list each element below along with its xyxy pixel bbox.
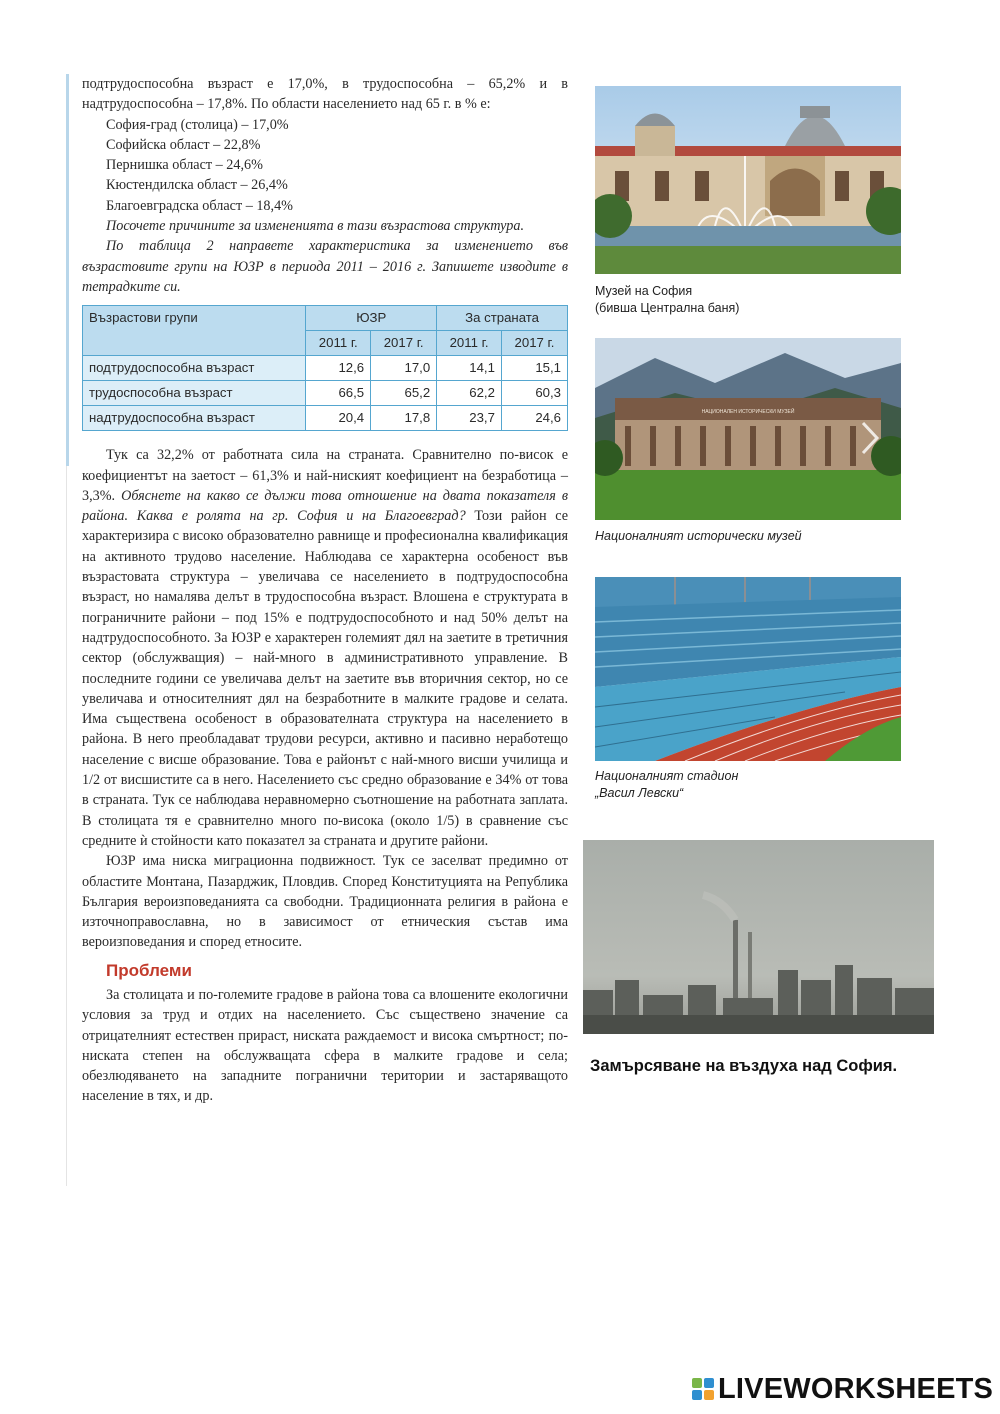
region-item: София-град (столица) – 17,0% [106, 116, 289, 133]
main-text-column [82, 74, 568, 1107]
photo-sofia-museum [595, 86, 901, 274]
body-paragraph-migration: ЮЗР има ниска миграционна подвижност. Тук се заселват предимно от областите Монтана, Пазарджик, Пловдив. Според Конституцията на Република България вероизповеданията са свободни. Традиционната религия в района е източноправославна, но в зависимост от етническия състав има вероизповедания и според етносите. [82, 853, 568, 951]
photo-sofia-pollution [583, 840, 934, 1034]
margin-rule [66, 466, 67, 1186]
table-row [83, 356, 568, 381]
table-row [83, 381, 568, 406]
table-cell: 65,2 [371, 381, 437, 406]
table-year: 2011 г. [306, 331, 371, 356]
body-text: Тук са 32,2% от работната сила на страната. Сравнително по-висок е коефициентът на заетост – 61,3% и най-ниският коефициент на безработица – 3,3%. [82, 447, 568, 504]
caption-line: (бивша Централна баня) [595, 301, 740, 315]
table-cell: 66,5 [306, 381, 371, 406]
body-paragraph-problems: За столицата и по-големите градове в района това са влошените екологични условия за труд и отдих на населението. Със съществено значение са отрицателният естествен прираст, ниската раждаемост и висока смъртност; по-ниската степен на обслужващата сфера в малките градове и села; обезлюдяването на западните погранични територии и застаряващото население в тях, и др. [82, 986, 568, 1105]
table-cell: 23,7 [437, 406, 502, 431]
section-title-problems: Проблеми [106, 960, 192, 980]
table-header-groups: Възрастови групи [83, 306, 306, 356]
table-header-country: За страната [437, 306, 568, 331]
photo-national-stadium [595, 577, 901, 761]
intro-paragraph: подтрудоспособна възраст е 17,0%, в трудоспособна – 65,2% и в надтрудоспособна – 17,8%. По области населението над 65 г. в % е: [82, 76, 568, 113]
body-question: Обяснете на какво се дължи това отношение на двата показателя в района. Каква е ролята на гр. София и на Благоевград? [82, 487, 568, 525]
caption-line: Националният стадион [595, 769, 739, 783]
table-cell: 15,1 [501, 356, 567, 381]
liveworksheets-logo-text: LIVEWORKSHEETS [718, 1372, 994, 1405]
table-year: 2017 г. [371, 331, 437, 356]
table-cell: 14,1 [437, 356, 502, 381]
region-item: Кюстендилска област – 26,4% [106, 177, 288, 194]
table-cell: 17,0 [371, 356, 437, 381]
body-text: Този район се характеризира с високо образователно равнище и професионална квалификация на активното трудово население. Наблюдава се характерна особеност във възрастовата структура – увеличава се населението в подтрудоспособна възраст, но намалява делът в трудоспособна възраст. Влошена е структурата в пограничните райони – под 15% е подтрудоспособното и над 50% делът на надтрудоспособното. За ЮЗР е характерен големият дял на заетите в третичния сектор (обслужващия) – най-много в административното управление. В последните години се увеличава делът на заетите във вторичния сектор, но се увеличава и относителният дял на безработните в малките градове и селата. Има съществена особеност в образователната структура на населението в района. В него преобладават трудови ресурси, активно и пасивно неработещо население с висше образование. Това е районът с най-много висши училища и 1/2 от висшистите са в него. Населението със средно образование е 34% от това в страната. Тук се наблюдава неравномерно съотношение на работната заплата. В столицата тя е сравнително много по-висока (около 1/5) в сравнение със средните ѝ стойности като показател за страната и другите райони. [82, 508, 569, 849]
table-cell: 62,2 [437, 381, 502, 406]
row-label: подтрудоспособна възраст [83, 356, 306, 381]
caption-line: Музей на София [595, 284, 693, 298]
liveworksheets-logo-icon [692, 1378, 714, 1400]
caption-history-museum: Националният исторически музей [595, 529, 802, 543]
table-cell: 12,6 [306, 356, 371, 381]
task-table-question: По таблица 2 направете характеристика за изменението във възрастовите групи на ЮЗР в периода 2011 – 2016 г. Запишете изводите в тетрадките си. [82, 238, 568, 295]
caption-pollution: Замърсяване на въздуха над София. [590, 1057, 898, 1075]
liveworksheets-logo [692, 1372, 993, 1406]
task-question: Посочете причините за измененията в тази възрастова структура. [106, 218, 524, 235]
row-label: надтрудоспособна възраст [83, 406, 306, 431]
row-label: трудоспособна възраст [83, 381, 306, 406]
table-row [83, 406, 568, 431]
age-groups-table [82, 305, 568, 431]
table-cell: 20,4 [306, 406, 371, 431]
table-cell: 24,6 [501, 406, 567, 431]
table-header-yuzr: ЮЗР [306, 306, 437, 331]
region-item: Софийска област – 22,8% [106, 136, 261, 153]
table-year: 2011 г. [437, 331, 502, 356]
body-paragraph-workforce [82, 445, 568, 851]
photo-history-museum [595, 338, 901, 520]
caption-line: „Васил Левски“ [595, 786, 684, 800]
region-item: Пернишка област – 24,6% [106, 157, 263, 174]
region-item: Благоевградска област – 18,4% [106, 197, 293, 214]
table-cell: 17,8 [371, 406, 437, 431]
margin-accent-bar [66, 74, 69, 466]
museum-sign-text: НАЦИОНАЛЕН ИСТОРИЧЕСКИ МУЗЕЙ [701, 409, 795, 415]
table-cell: 60,3 [501, 381, 567, 406]
table-year: 2017 г. [501, 331, 567, 356]
caption-national-stadium [595, 768, 738, 802]
caption-sofia-museum [595, 283, 739, 317]
